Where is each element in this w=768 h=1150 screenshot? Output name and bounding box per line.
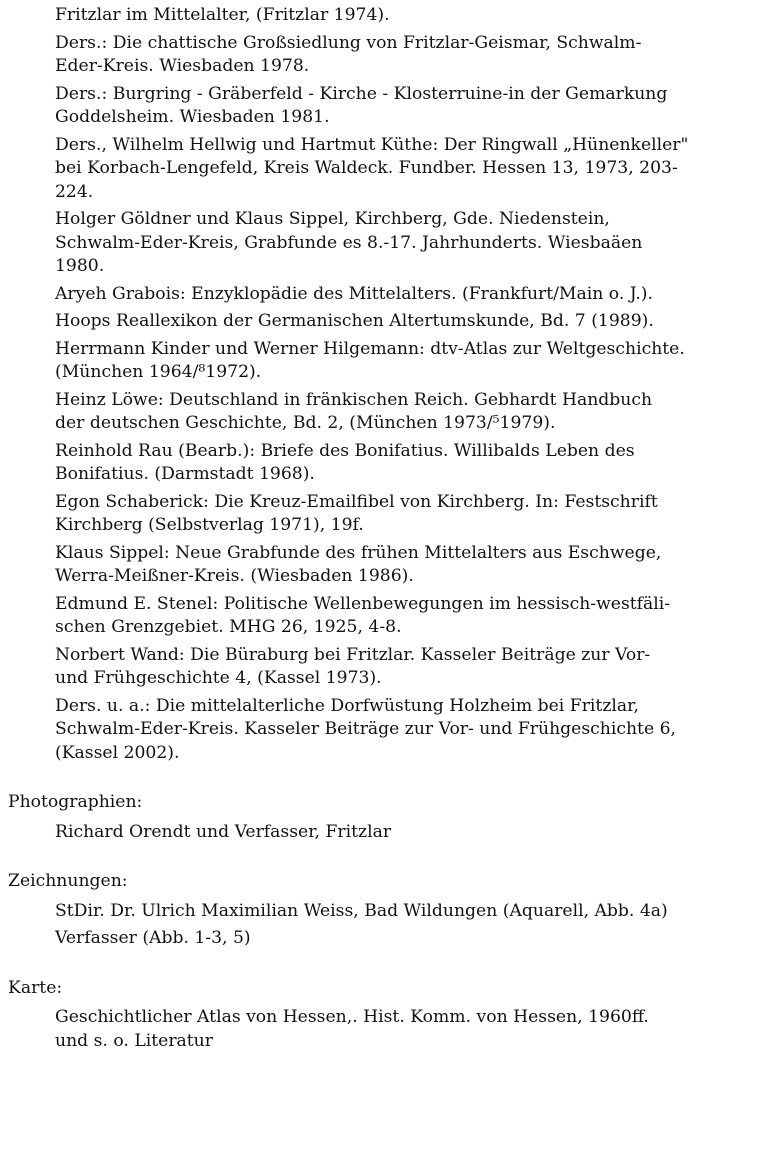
reference-entry: Ders., Wilhelm Hellwig und Hartmut Küthe: Der Ringwall „Hünenkeller" bei Korbach-Lengefeld, Kreis Waldeck. Fundber. Hessen 13, 1973, 203- 224. [55,134,689,202]
photographs-section [0,791,768,844]
map-section [0,977,768,1054]
drawings-credit: Verfasser (Abb. 1-3, 5) [55,928,251,948]
reference-entry: Ders.: Die chattische Großsiedlung von Fritzlar-Geismar, Schwalm- Eder-Kreis. Wiesbaden 1978. [55,32,642,76]
reference-entry: Fritzlar im Mittelalter, (Fritzlar 1974). [55,5,390,25]
reference-entry: Egon Schaberick: Die Kreuz-Emailfibel von Kirchberg. In: Festschrift Kirchberg (Selbstverlag 1971), 19f. [55,491,658,535]
reference-entry: Klaus Sippel: Neue Grabfunde des frühen Mittelalters aus Eschwege, Werra-Meißner-Kreis. (Wiesbaden 1986). [55,542,662,586]
reference-entry: Aryeh Grabois: Enzyklopädie des Mittelalters. (Frankfurt/Main o. J.). [55,283,653,304]
reference-entry: Hoops Reallexikon der Germanischen Altertumskunde, Bd. 7 (1989). [55,311,654,331]
photographs-credit: Richard Orendt und Verfasser, Fritzlar [55,821,392,842]
drawings-heading: Zeichnungen: [8,871,128,891]
reference-entry: Norbert Wand: Die Büraburg bei Fritzlar. Kasseler Beiträge zur Vor- und Frühgeschichte 4, (Kassel 1973). [55,644,651,688]
map-credit: Geschichtlicher Atlas von Hessen,. Hist. Komm. von Hessen, 1960ff. und s. o. Literatur [55,1007,649,1051]
photographs-list [0,821,745,845]
reference-entry: Herrmann Kinder und Werner Hilgemann: dtv-Atlas zur Weltgeschichte. (München 1964/⁸1972). [55,338,685,382]
reference-entry: Heinz Löwe: Deutschland in fränkischen Reich. Gebhardt Handbuch der deutschen Geschichte, Bd. 2, (München 1973/⁵1979). [55,389,653,433]
drawings-section [0,870,768,951]
reference-entry: Holger Göldner und Klaus Sippel, Kirchberg, Gde. Niedenstein, Schwalm-Eder-Kreis, Grabfunde es 8.-17. Jahrhunderts. Wiesbaäen 1980. [55,209,643,276]
reference-entry: Reinhold Rau (Bearb.): Briefe des Bonifatius. Willibalds Leben des Bonifatius. (Darmstadt 1968). [55,440,635,484]
map-heading: Karte: [8,977,63,998]
drawings-credit: StDir. Dr. Ulrich Maximilian Weiss, Bad Wildungen (Aquarell, Abb. 4a) [55,900,668,921]
photographs-heading: Photographien: [8,792,143,812]
reference-entry: Ders. u. a.: Die mittelalterliche Dorfwüstung Holzheim bei Fritzlar, Schwalm-Eder-Kreis. Kasseler Beiträge zur Vor- und Frühgeschichte 6, (Kassel 2002). [55,695,676,763]
map-list [0,1006,745,1053]
reference-entry: Ders.: Burgring - Gräberfeld - Kirche - Klosterruine-in der Gemarkung Goddelsheim. Wiesbaden 1981. [55,83,668,127]
drawings-list [0,900,745,951]
reference-entry: Edmund E. Stenel: Politische Wellenbewegungen im hessisch-westfäli- schen Grenzgebiet. MHG 26, 1925, 4-8. [55,593,671,637]
